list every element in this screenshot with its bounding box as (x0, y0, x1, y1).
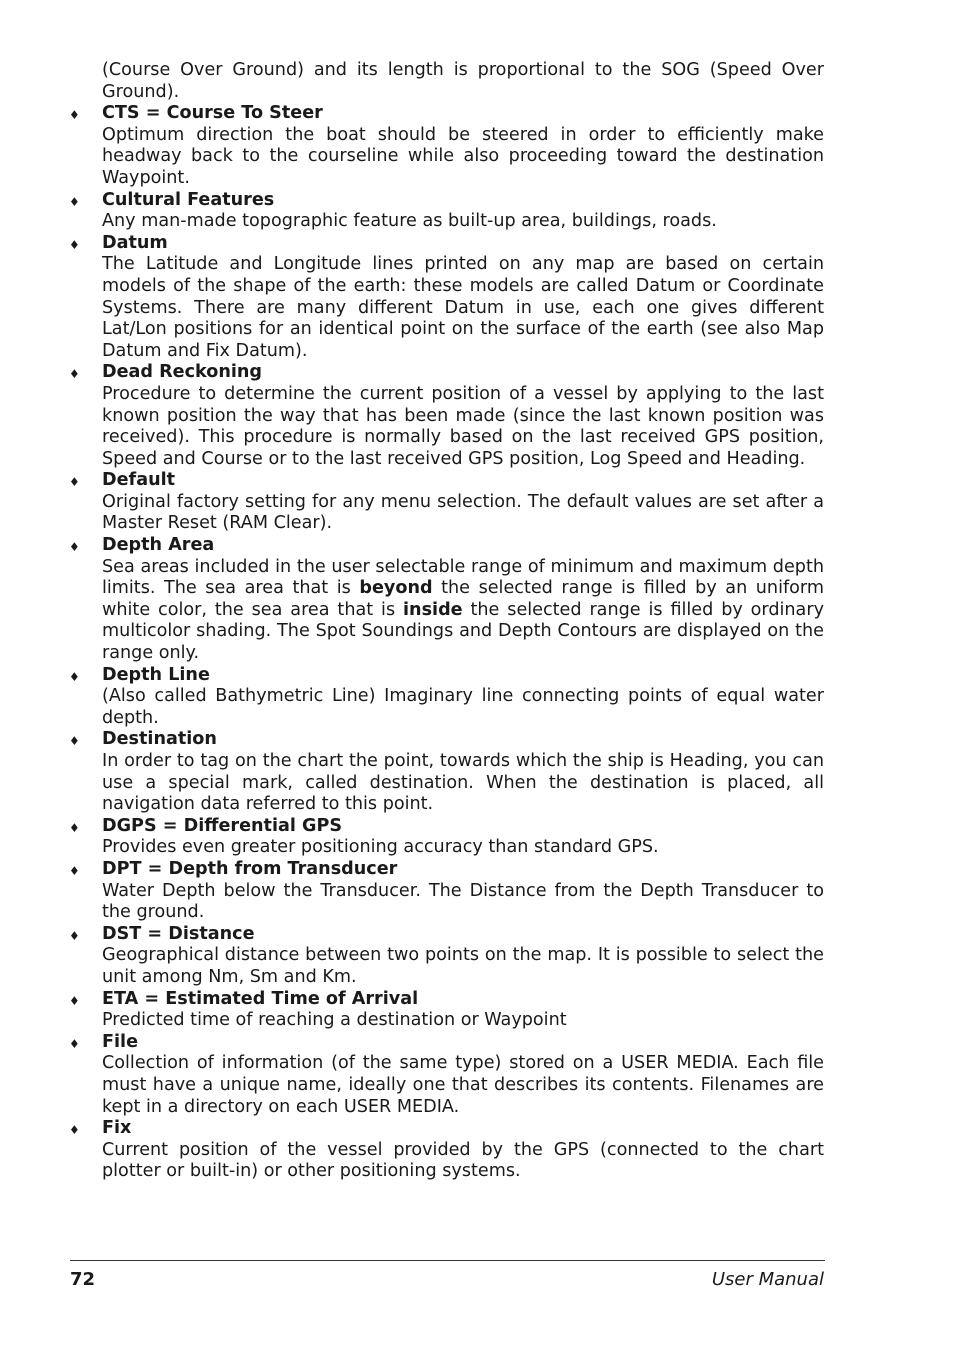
glossary-term: Default (102, 470, 176, 491)
diamond-bullet-icon: ♦ (69, 734, 80, 749)
glossary-entry (69, 664, 824, 730)
glossary-definition: Optimum direction the boat should be steered in order to efficiently make headway back to the courseline while also proceeding toward the destination Waypoint. (102, 124, 824, 188)
glossary-entry (69, 470, 824, 535)
glossary-entry (69, 1118, 824, 1183)
diamond-bullet-icon: ♦ (69, 194, 80, 209)
glossary-definition: Original factory setting for any menu selection. The default values are set after a Master Reset (RAM Clear). (102, 491, 824, 534)
definition-text: the selected range is filled by an uniform white color, the sea area that is (102, 578, 824, 620)
glossary-entry (69, 923, 824, 989)
glossary-entry (69, 1031, 824, 1118)
glossary-definition: Current position of the vessel provided by the GPS (connected to the chart plotter or built-in) or other positioning systems. (102, 1139, 824, 1182)
glossary-definition: (Also called Bathymetric Line) Imaginary line connecting points of equal water depth. (102, 686, 824, 728)
glossary-definition (102, 557, 824, 665)
glossary-term: Cultural Features (102, 189, 275, 210)
glossary-definition: Provides even greater positioning accuracy than standard GPS. (102, 837, 659, 858)
glossary-term: Destination (102, 729, 217, 750)
glossary-definition: Any man-made topographic feature as built-up area, buildings, roads. (102, 211, 717, 232)
glossary-term: DGPS = Differential GPS (102, 815, 343, 836)
glossary-content (0, 60, 954, 1183)
glossary-definition: In order to tag on the chart the point, towards which the ship is Heading, you can use a special mark, called destination. When the destination is placed, all navigation data referred to this point. (102, 751, 824, 815)
emphasis-text: inside (403, 599, 463, 620)
glossary-term: DST = Distance (102, 923, 255, 944)
glossary-term: ETA = Estimated Time of Arrival (102, 988, 419, 1009)
glossary-entry (69, 729, 824, 815)
glossary-entry (69, 815, 824, 859)
diamond-bullet-icon: ♦ (69, 993, 80, 1008)
diamond-bullet-icon: ♦ (69, 237, 80, 252)
glossary-entry (69, 189, 824, 233)
glossary-definition: Geographical distance between two points on the map. It is possible to select the unit among Nm, Sm and Km. (102, 945, 824, 987)
glossary-definition: Collection of information (of the same type) stored on a USER MEDIA. Each file must have a unique name, ideally one that describes its contents. Filenames are kept in a directory on each USER MEDIA. (102, 1053, 824, 1117)
diamond-bullet-icon: ♦ (69, 1123, 80, 1138)
glossary-entry (69, 535, 824, 665)
continued-definition: (Course Over Ground) and its length is proportional to the SOG (Speed Over Ground). (102, 60, 824, 102)
diamond-bullet-icon: ♦ (69, 367, 80, 382)
glossary-term: CTS = Course To Steer (102, 103, 323, 124)
diamond-bullet-icon: ♦ (69, 108, 80, 123)
glossary-entry (69, 858, 824, 924)
footer-divider (70, 1260, 825, 1261)
definition-text: the selected range is filled by ordinary multicolor shading. The Spot Soundings and Depth Contours are displayed on the range only. (102, 599, 824, 664)
glossary-entry (69, 362, 824, 470)
glossary-entry (69, 988, 824, 1032)
glossary-term: Fix (102, 1118, 132, 1139)
diamond-bullet-icon: ♦ (69, 1036, 80, 1051)
diamond-bullet-icon: ♦ (69, 669, 80, 684)
glossary-term: File (102, 1031, 139, 1052)
glossary-term: DPT = Depth from Transducer (102, 858, 398, 879)
diamond-bullet-icon: ♦ (69, 820, 80, 835)
diamond-bullet-icon: ♦ (69, 475, 80, 490)
page-number: 72 (70, 1269, 96, 1290)
definition-text: Sea areas included in the user selectable range of minimum and maximum depth limits. The sea area that is (102, 556, 824, 599)
glossary-term: Dead Reckoning (102, 362, 263, 383)
glossary-term: Depth Area (102, 535, 215, 556)
glossary-definition: The Latitude and Longitude lines printed on any map are based on certain models of the shape of the earth: these models are called Datum or Coordinate Systems. There are many different Datum in use, each one gives different Lat/Lon positions for an identical point on the surface of the earth (see also Map Datum and Fix Datum). (102, 254, 824, 361)
footer-title: User Manual (711, 1269, 824, 1290)
diamond-bullet-icon: ♦ (69, 863, 80, 878)
glossary-term: Depth Line (102, 664, 210, 685)
glossary-term: Datum (102, 232, 168, 253)
emphasis-text: beyond (359, 578, 433, 599)
diamond-bullet-icon: ♦ (69, 928, 80, 943)
glossary-definition: Water Depth below the Transducer. The Distance from the Depth Transducer to the ground. (102, 880, 824, 923)
diamond-bullet-icon: ♦ (69, 540, 80, 555)
glossary-entry (69, 103, 824, 189)
glossary-definition: Predicted time of reaching a destination or Waypoint (102, 1010, 567, 1031)
glossary-entry (69, 232, 824, 363)
glossary-definition: Procedure to determine the current position of a vessel by applying to the last known position the way that has been made (since the last known position was received). This procedure is normally based on the last received GPS position, Speed and Course or to the last received GPS position, Log Speed and Heading. (102, 383, 824, 469)
